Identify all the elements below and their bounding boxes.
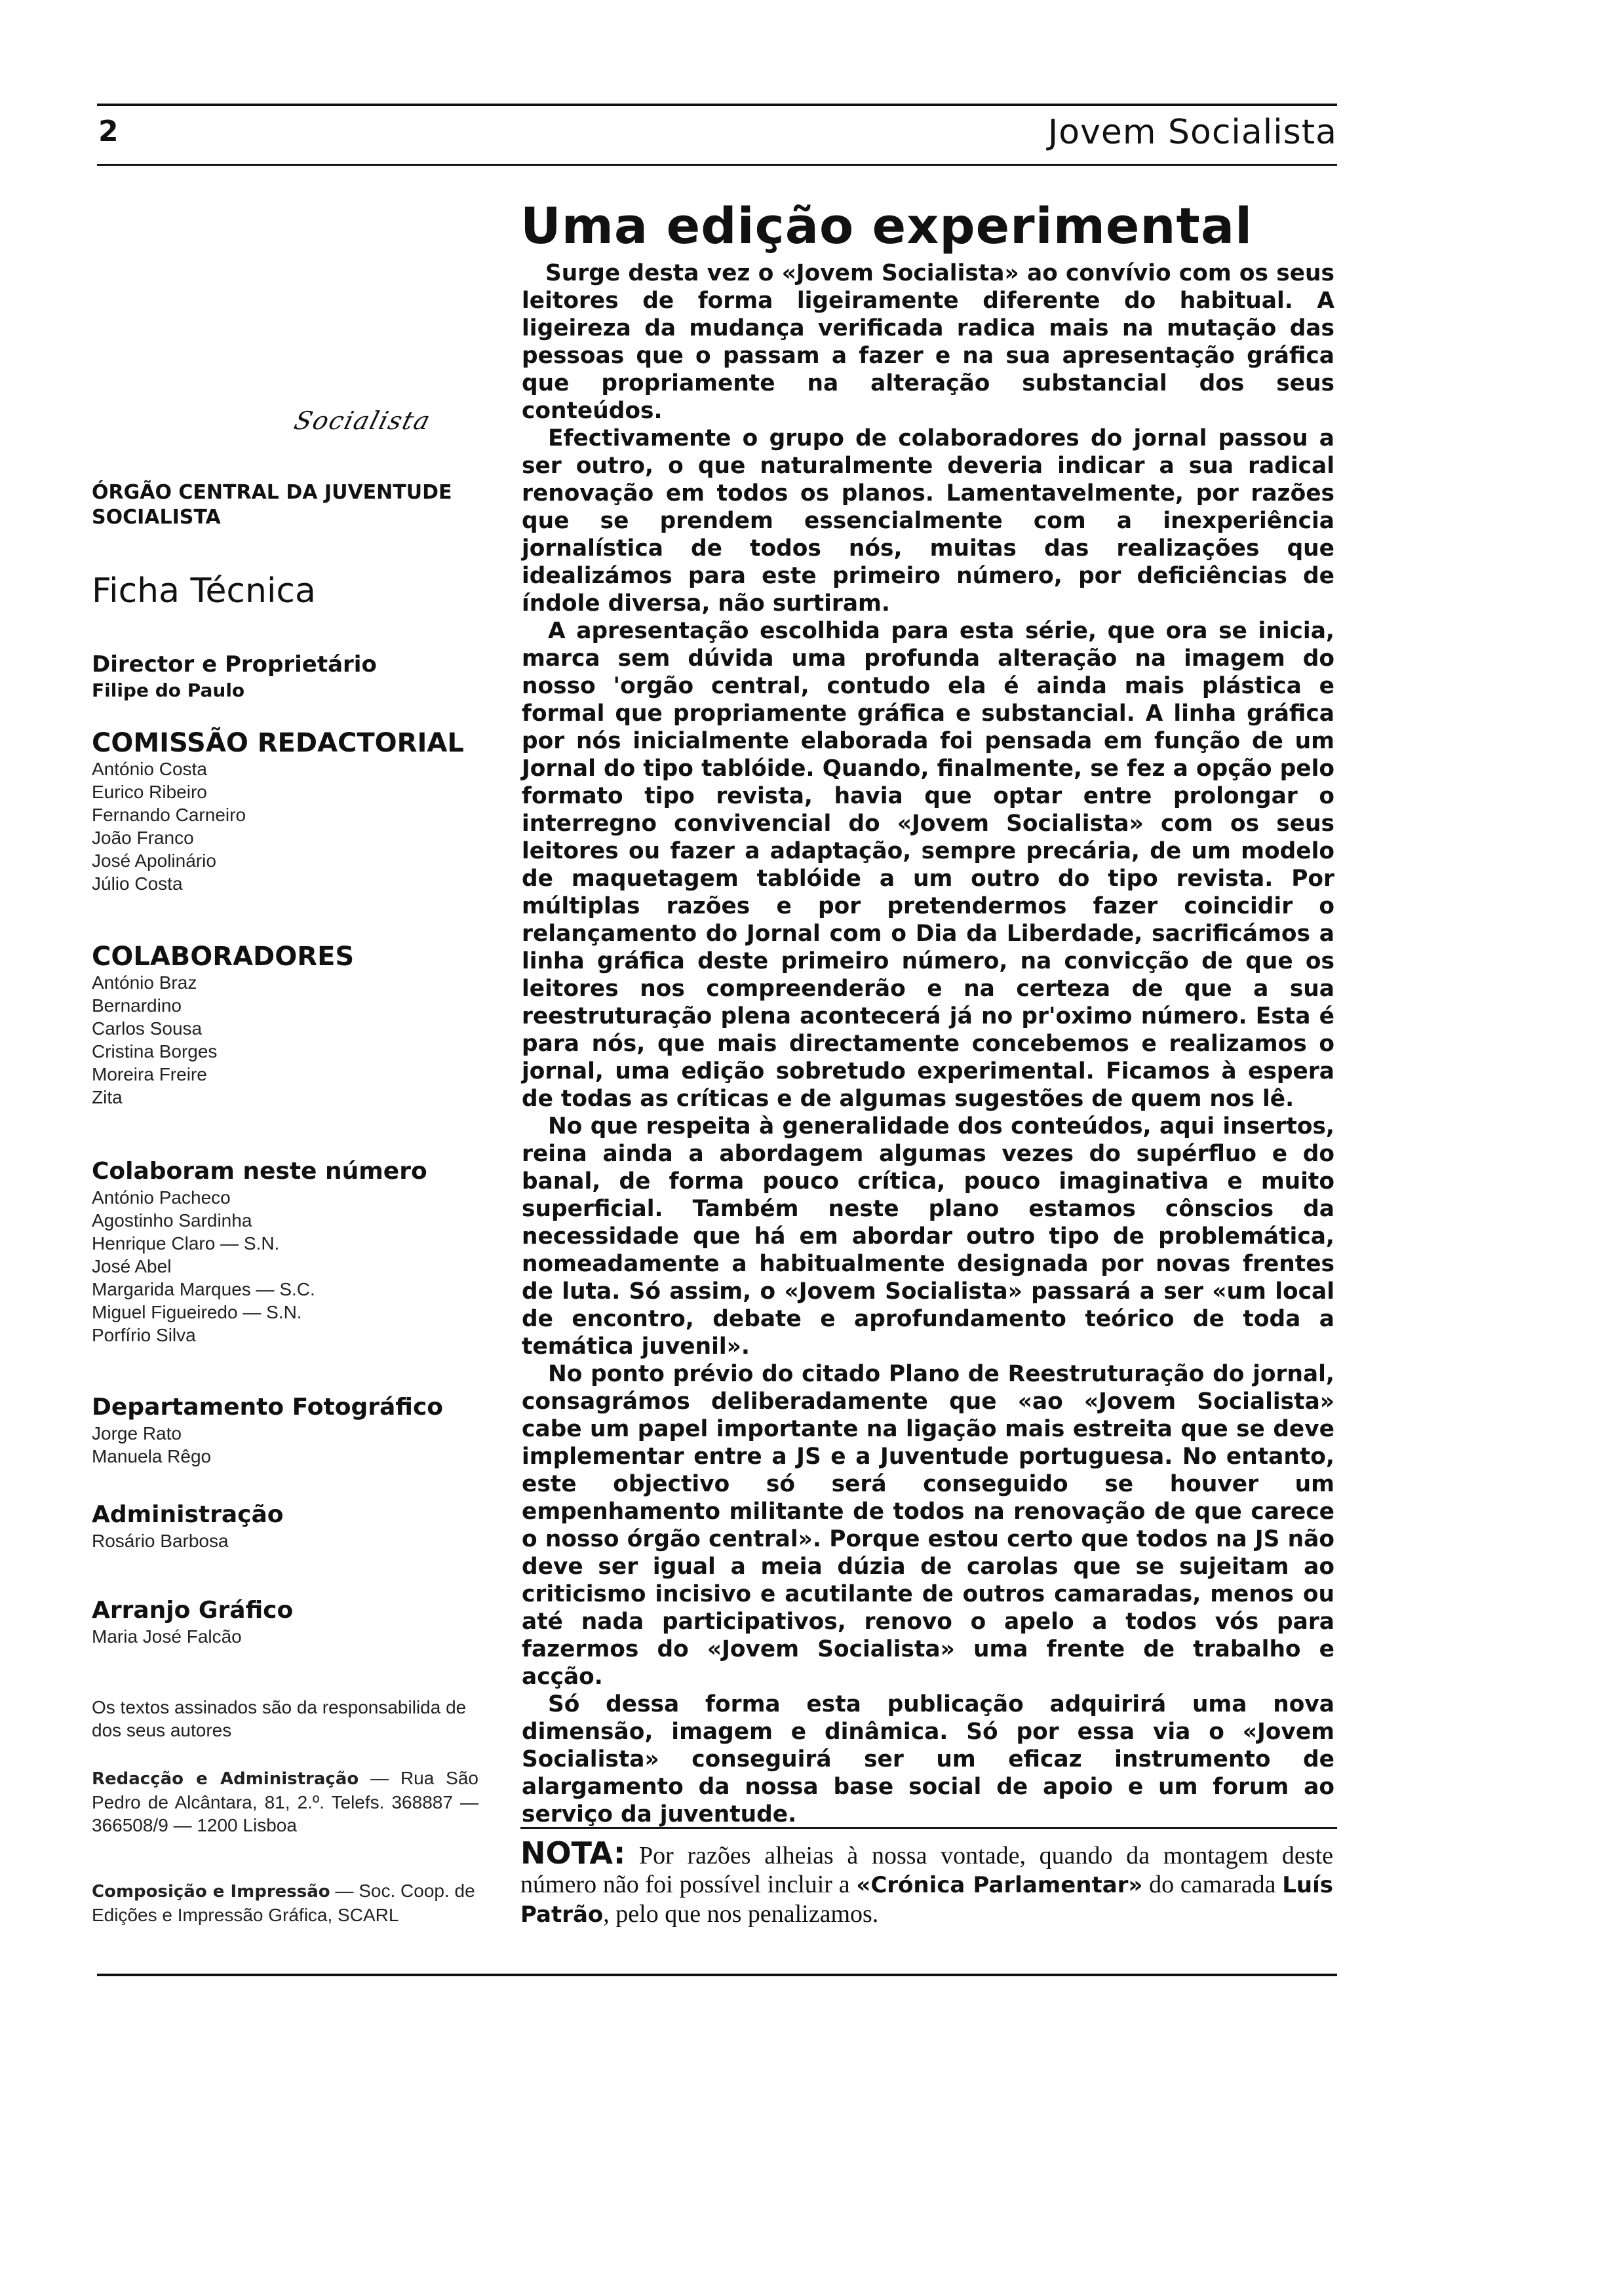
- arranjo-title: Arranjo Gráfico: [92, 1597, 294, 1624]
- list-item: Agostinho Sardinha: [92, 1210, 252, 1231]
- page-number: 2: [98, 115, 119, 148]
- list-item: Carlos Sousa: [92, 1018, 203, 1039]
- list-item: Cristina Borges: [92, 1041, 218, 1062]
- fotografico-block: [92, 1393, 485, 1468]
- redaccao-label: Redacção e Administração: [92, 1769, 359, 1789]
- list-item: Margarida Marques — S.C.: [92, 1279, 315, 1299]
- director-name: Filipe do Paulo: [92, 679, 245, 701]
- nota-rule: [520, 1827, 1337, 1829]
- nota-box: [520, 1835, 1334, 1929]
- administracao-title: Administração: [92, 1501, 284, 1528]
- comissao-block: [92, 729, 485, 895]
- arranjo-block: [92, 1596, 485, 1648]
- nota-text: do camarada: [1142, 1871, 1283, 1898]
- redaccao-text: — Rua São Pedro de Alcântara, 81, 2.º. Telefs. 368887 — 366508/9 — 1200 Lisboa: [92, 1768, 479, 1835]
- article-title: Uma edição experimental: [520, 197, 1253, 255]
- nota-text: , pelo que nos penalizamos.: [603, 1900, 879, 1928]
- publication-title: Jovem Socialista: [1047, 113, 1337, 152]
- top-rule: [97, 104, 1337, 106]
- fotografico-title: Departamento Fotográfico: [92, 1394, 444, 1421]
- redaccao-info: [92, 1767, 478, 1837]
- list-item: João Franco: [92, 828, 194, 848]
- article-body: [522, 259, 1334, 1828]
- composicao-text: — Soc. Coop. de Edições e Impressão Gráfica, SCARL: [92, 1881, 475, 1925]
- ficha-title: Ficha Técnica: [92, 571, 316, 611]
- composicao-label: Composição e Impressão: [92, 1882, 330, 1902]
- list-item: Porfírio Silva: [92, 1325, 196, 1345]
- signature-logo: Socialista: [291, 406, 435, 435]
- list-item: Moreira Freire: [92, 1064, 207, 1084]
- header-rule: [97, 164, 1337, 166]
- bottom-rule: [97, 1974, 1337, 1976]
- nota-bold: Luís Patrão: [520, 1872, 1334, 1928]
- comissao-title: COMISSÃO REDACTORIAL: [92, 728, 464, 758]
- nota-text: Por razões alheias à nossa vontade, quando da montagem deste número não foi possível incluir a: [520, 1842, 1333, 1898]
- list-item: José Apolinário: [92, 851, 216, 871]
- list-item: Manuela Rêgo: [92, 1446, 212, 1466]
- disclaimer: Os textos assinados são da responsabilida de dos seus autores: [92, 1697, 467, 1740]
- list-item: António Costa: [92, 759, 207, 779]
- composicao-info: [92, 1879, 478, 1926]
- list-item: Júlio Costa: [92, 873, 183, 894]
- list-item: Eurico Ribeiro: [92, 782, 207, 802]
- administracao-block: [92, 1501, 485, 1552]
- organ-subtitle: ÓRGÃO CENTRAL DA JUVENTUDE SOCIALISTA: [92, 481, 452, 529]
- list-item: Maria José Falcão: [92, 1626, 242, 1647]
- list-item: Zita: [92, 1087, 123, 1107]
- nota-label: NOTA:: [520, 1835, 626, 1871]
- list-item: Jorge Rato: [92, 1423, 182, 1444]
- article-paragraph: No ponto prévio do citado Plano de Reestruturação do jornal, consagrámos deliberadamente que «ao «Jovem Socialista» cabe um papel importante na ligação mais estreita que se deve implementar entre a JS e a Juventude portuguesa. No entanto, este objectivo só será conseguido se houver um empenhamento militante de todos na renovação de que carece o nosso órgão central». Porque estou certo que todos na JS não deve ser igual a meia dúzia de carolas que se sujeitam ao criticismo incisivo e acutilante de outros camaradas, menos ou até nada participativos, renovo o apelo a todos vós para fazermos do «Jovem Socialista» uma frente de trabalho e acção.: [522, 1361, 1334, 1690]
- list-item: Fernando Carneiro: [92, 805, 246, 825]
- colaboradores-block: [92, 942, 485, 1109]
- list-item: António Pacheco: [92, 1187, 231, 1208]
- article-paragraph: No que respeita à generalidade dos conteúdos, aqui insertos, reina ainda a abordagem algumas vezes do supérfluo e do banal, de forma pouco crítica, pouco imaginativa e muito superficial. Também neste plano estamos cônscios da necessidade que há em abordar outro tipo de problemática, nomeadamente a habitualmente designada por novas frentes de luta. Só assim, o «Jovem Socialista» passará a ser «um local de encontro, debate e aprofundamento teórico de toda a temática juvenil».: [522, 1113, 1334, 1360]
- director-block: [92, 650, 485, 702]
- article-paragraph: Só dessa forma esta publicação adquirirá uma nova dimensão, imagem e dinâmica. Só por essa via o «Jovem Socialista» conseguirá ser um eficaz instrumento de alargamento da nossa base social de apoio e um forum ao serviço da juventude.: [522, 1691, 1334, 1827]
- colaboram-block: [92, 1157, 485, 1347]
- director-title: Director e Proprietário: [92, 651, 377, 678]
- list-item: Bernardino: [92, 995, 182, 1016]
- nota-bold: «Crónica Parlamentar»: [856, 1872, 1143, 1898]
- article-paragraph: Surge desta vez o «Jovem Socialista» ao convívio com os seus leitores de forma ligeiramente diferente do habitual. A ligeireza da mudança verificada radica mais na mutação das pessoas que o passam a fazer e na sua apresentação gráfica que propriamente na alteração substancial dos seus conteúdos.: [522, 260, 1334, 424]
- article-paragraph: Efectivamente o grupo de colaboradores do jornal passou a ser outro, o que naturalmente deveria indicar a sua radical renovação em todos os planos. Lamentavelmente, por razões que se prendem essencialmente com a inexperiência jornalística de todos nós, muitas das realizações que idealizámos para este primeiro número, por deficiências de índole diversa, não surtiram.: [522, 425, 1334, 617]
- colaboradores-title: COLABORADORES: [92, 942, 355, 972]
- list-item: Henrique Claro — S.N.: [92, 1233, 280, 1253]
- list-item: Miguel Figueiredo — S.N.: [92, 1302, 302, 1322]
- list-item: António Braz: [92, 972, 197, 993]
- list-item: José Abel: [92, 1256, 172, 1276]
- article-paragraph: A apresentação escolhida para esta série, que ora se inicia, marca sem dúvida uma profunda alteração na imagem do nosso 'orgão central, contudo ela é ainda mais plástica e formal que propriamente gráfica e substancial. A linha gráfica por nós inicialmente elaborada foi pensada em função de um Jornal do tipo tablóide. Quando, finalmente, se fez a opção pelo formato tipo revista, havia que optar entre prolongar o interregno convivencial do «Jovem Socialista» com os seus leitores ou fazer a adaptação, sempre precária, de um modelo de maquetagem tablóide a um outro do tipo revista. Por múltiplas razões e por pretendermos fazer coincidir o relançamento do Jornal com o Dia da Liberdade, sacrificámos a linha gráfica deste primeiro número, na convicção de que os leitores nos compreenderão e na certeza de que a sua reestruturação plena acontecerá já no pr'oximo número. Esta é para nós, que mais directamente concebemos e realizamos o jornal, uma edição sobretudo experimental. Ficamos à espera de todas as críticas e de algumas sugestões de quem nos lê.: [522, 618, 1334, 1112]
- colaboram-title: Colaboram neste número: [92, 1158, 427, 1185]
- list-item: Rosário Barbosa: [92, 1531, 229, 1551]
